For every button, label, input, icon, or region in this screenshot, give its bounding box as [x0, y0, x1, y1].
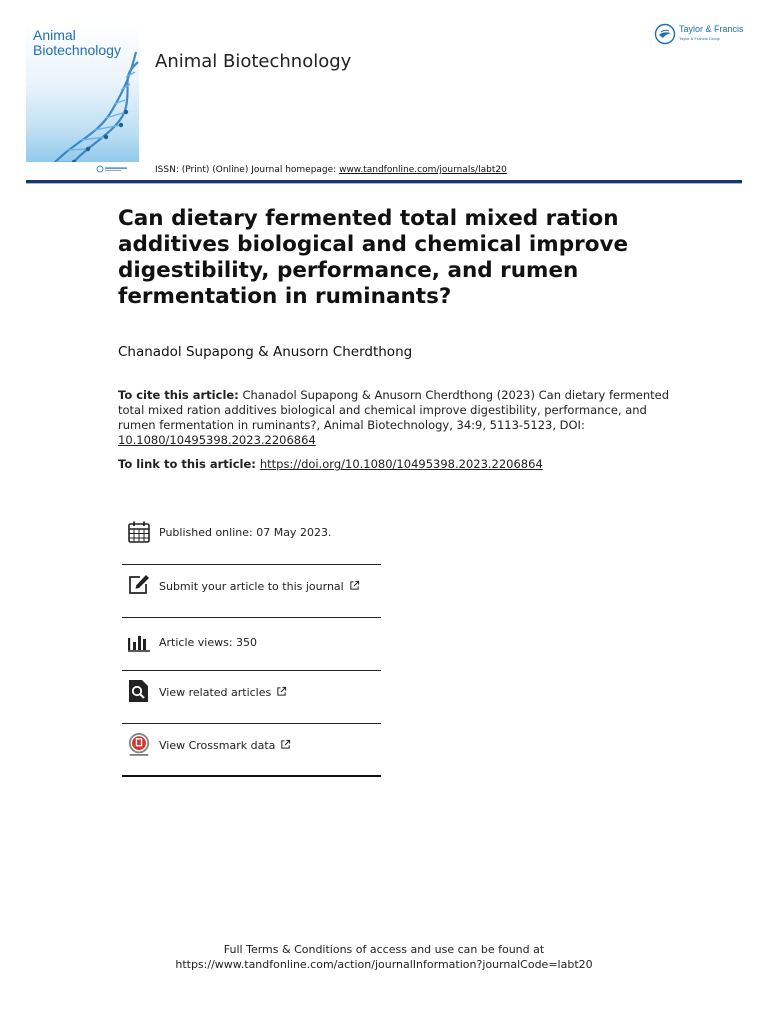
external-link-icon — [276, 686, 287, 697]
journal-cover-image — [26, 22, 139, 176]
calendar-icon — [127, 520, 151, 544]
header-divider-thin — [26, 183, 742, 184]
crossmark-icon — [127, 733, 151, 757]
cover-footer — [26, 162, 139, 176]
cover-title-line: Biotechnology — [33, 42, 121, 58]
crossmark-row[interactable] — [122, 724, 381, 777]
published-online-text: Published online: 07 May 2023. — [159, 526, 332, 539]
article-link-block — [118, 457, 543, 471]
publisher-logo[interactable] — [654, 22, 746, 48]
related-articles-link[interactable] — [159, 686, 287, 699]
publisher-group: Taylor & Francis Group — [679, 36, 720, 41]
article-link-label: To link to this article: — [118, 457, 256, 471]
issn-line — [155, 165, 507, 175]
cover-title — [33, 28, 121, 58]
search-document-icon — [127, 679, 151, 703]
publisher-name: Taylor & Francis — [679, 24, 744, 34]
terms-footer-url[interactable]: https://www.tandfonline.com/action/journalInformation?journalCode=labt20 — [175, 958, 593, 971]
external-link-icon — [280, 739, 291, 750]
crossmark-link[interactable] — [159, 739, 291, 752]
article-doi-link[interactable]: https://doi.org/10.1080/10495398.2023.2206864 — [259, 457, 543, 471]
edit-icon — [127, 573, 151, 597]
cover-title-line: Animal — [33, 27, 76, 43]
article-authors: Chanadol Supapong & Anusorn Cherdthong — [118, 344, 413, 360]
citation-doi-link[interactable]: 10.1080/10495398.2023.2206864 — [118, 433, 316, 447]
citation-block — [118, 388, 678, 448]
taylor-francis-logo-icon — [654, 23, 676, 45]
published-online-row — [122, 512, 381, 565]
article-views-text: Article views: 350 — [159, 636, 258, 649]
article-views-row — [122, 618, 381, 671]
article-title: Can dietary fermented total mixed ration additives biological and chemical improve digestibility, performance, and rumen fermentation in ruminants? — [118, 206, 629, 309]
citation-text: Chanadol Supapong & Anusorn Cherdthong (2023) Can dietary fermented total mixed ration additives biological and chemical improve digestibility, performance, and rumen fermentation in ruminants?, Animal Biotechnology, 34:9, 5113-5123, DOI: — [118, 388, 670, 432]
terms-footer-line: Full Terms & Conditions of access and use can be found at — [223, 943, 545, 956]
bar-chart-icon — [127, 630, 151, 654]
submit-article-label: Submit your article to this journal — [159, 580, 344, 593]
journal-homepage-link[interactable]: www.tandfonline.com/journals/labt20 — [339, 165, 507, 175]
crossmark-label: View Crossmark data — [159, 739, 276, 752]
submit-article-link[interactable] — [159, 580, 360, 593]
journal-title: Animal Biotechnology — [155, 51, 352, 72]
citation-label: To cite this article: — [118, 388, 239, 402]
submit-article-row[interactable] — [122, 565, 381, 618]
issn-text: ISSN: (Print) (Online) Journal homepage: — [155, 165, 340, 175]
cover-publisher-icon — [26, 162, 139, 176]
related-articles-row[interactable] — [122, 671, 381, 724]
external-link-icon — [349, 580, 360, 591]
article-info-list — [122, 512, 381, 777]
related-articles-label: View related articles — [159, 686, 272, 699]
terms-footer — [0, 942, 768, 972]
